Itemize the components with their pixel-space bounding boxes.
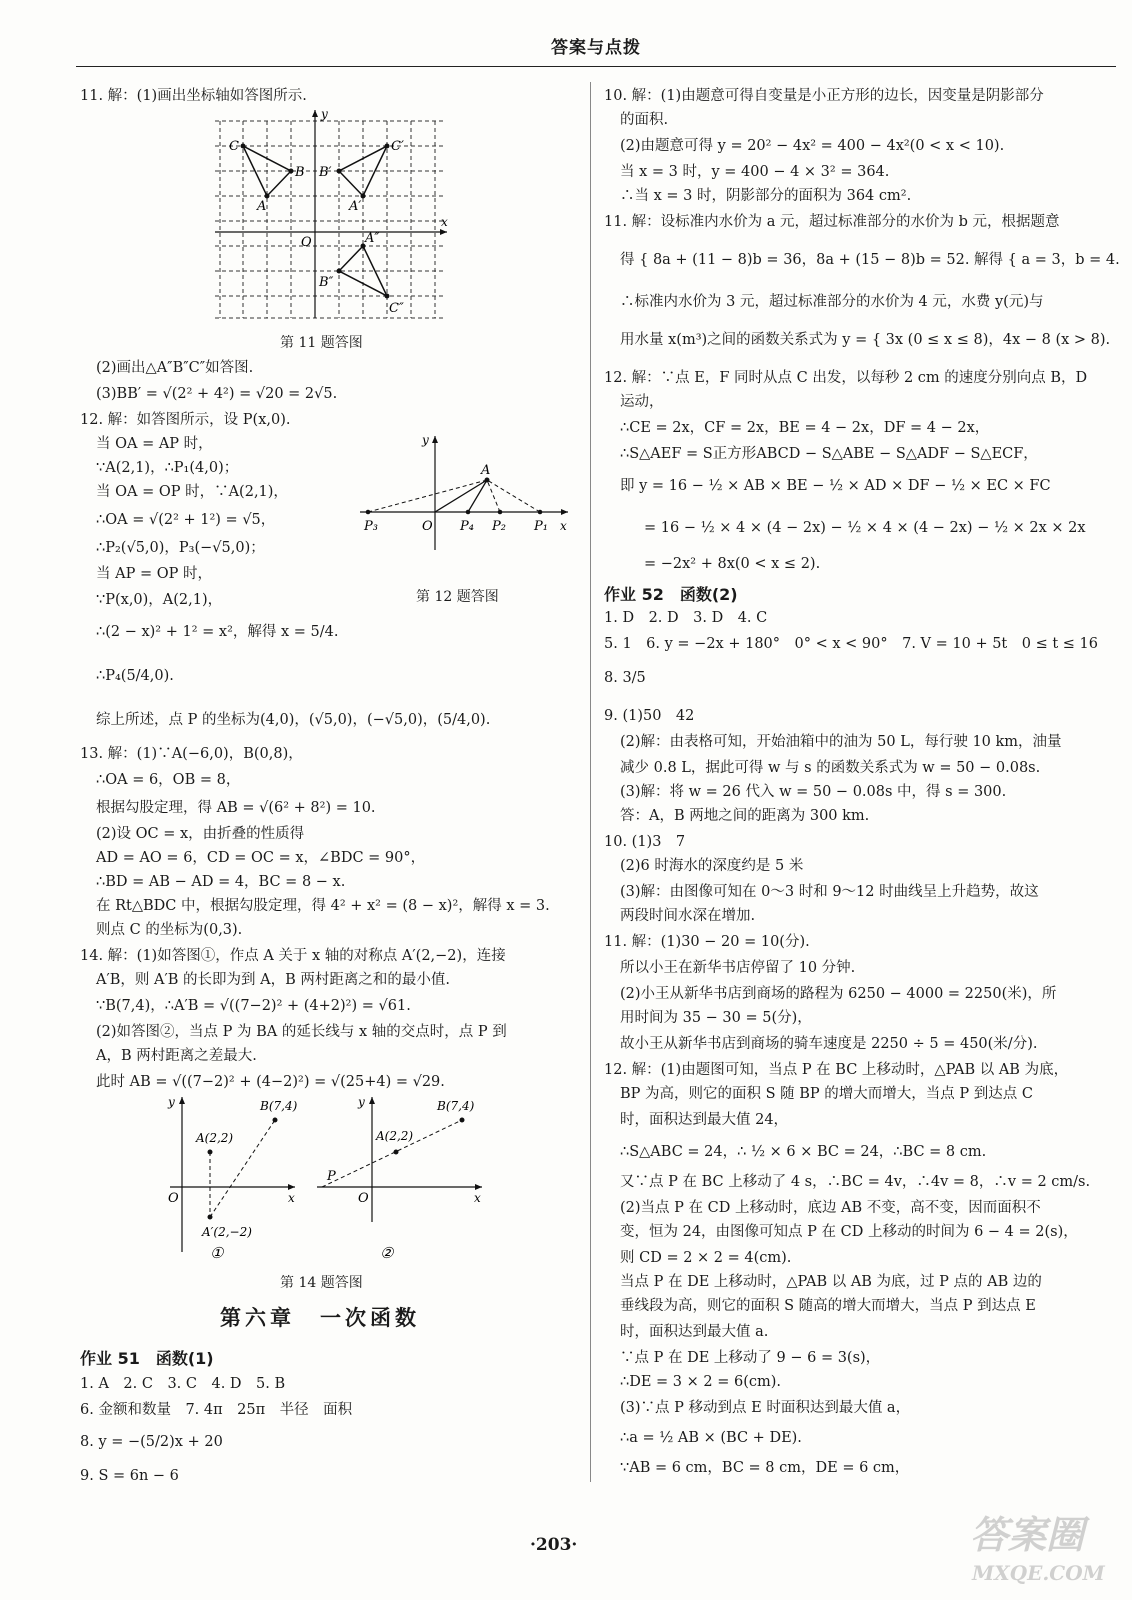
q12-line-3: ∵A(2,1)，∴P₁(4,0)； xyxy=(96,460,239,476)
page-number: ·203· xyxy=(530,1535,578,1555)
q12-y-label: y xyxy=(422,433,429,447)
r-q12-line-7: = −2x² + 8x(0 < x ≤ 2). xyxy=(644,556,821,572)
q11-x-label: x xyxy=(441,215,448,229)
q12-line-6: ∴P₂(√5,0)，P₃(−√5,0)； xyxy=(96,540,265,556)
hw51-line-4: 9. S = 6n − 6 xyxy=(80,1468,179,1484)
q12-line-2: 当 OA = AP 时， xyxy=(96,436,213,452)
hw52-line-8: 答：A，B 两地之间的距离为 300 km. xyxy=(620,808,870,824)
hw51-line-3: 8. y = −(5/2)x + 20 xyxy=(80,1434,223,1450)
hw52-line-2: 5. 1 6. y = −2x + 180° 0° < x < 90° 7. V = 10 + 5t 0 ≤ t ≤ 16 xyxy=(604,636,1098,652)
q14f2-y-label: y xyxy=(358,1095,365,1109)
q11-label-cp: C′ xyxy=(391,139,404,154)
q14-figure-2 xyxy=(312,1092,492,1262)
hw52-line-30: ∴DE = 3 × 2 = 6(cm). xyxy=(620,1374,782,1390)
r-q10-line-5: ∴当 x = 3 时，阴影部分的面积为 364 cm². xyxy=(620,188,912,204)
hw52-line-25: 则 CD = 2 × 2 = 4(cm). xyxy=(620,1250,792,1266)
q12-origin-label: O xyxy=(422,519,433,534)
q12-line-7: 当 AP = OP 时， xyxy=(96,566,212,582)
q14-line-3: ∵B(7,4)，∴A′B = √((7−2)² + (4+2)²) = √61. xyxy=(96,998,411,1014)
q13-line-3: 根据勾股定理，得 AB = √(6² + 8²) = 10. xyxy=(96,800,376,816)
q12-x-label: x xyxy=(560,519,567,533)
hw52-line-4: 9. (1)50 42 xyxy=(604,708,695,724)
hw52-line-19: BP 为高，则它的面积 S 随 BP 的增大而增大，当点 P 到达点 C xyxy=(620,1086,1033,1102)
q14f1-label-ap: A′(2,−2) xyxy=(202,1225,252,1239)
r-q12-line-4: ∴S△AEF = S正方形ABCD − S△ABE − S△ADF − S△ECF， xyxy=(620,446,1038,462)
r-q12-line-3: ∴CE = 2x，CF = 2x，BE = 4 − 2x，DF = 4 − 2x， xyxy=(620,420,990,436)
q12-label-p2: P₂ xyxy=(492,519,506,534)
r-q11-line-4: 用水量 x(m³)之间的函数关系式为 y = { 3x (0 ≤ x ≤ 8)，4x − 8 (x > 8). xyxy=(620,332,1111,348)
watermark-url: MXQE.COM xyxy=(972,1561,1105,1585)
hw52-line-13: 11. 解：(1)30 − 20 = 10(分). xyxy=(604,934,810,950)
q14f1-origin-label: O xyxy=(168,1191,179,1206)
r-q12-line-1: 12. 解：∵点 E，F 同时从点 C 出发，以每秒 2 cm 的速度分别向点 B，D xyxy=(604,370,1088,386)
q11-origin-label: O xyxy=(301,235,312,250)
q12-label-a: A xyxy=(481,463,491,478)
q12-label-p3: P₃ xyxy=(364,519,378,534)
q14f2-x-label: x xyxy=(474,1191,481,1205)
q12-line-9: ∴(2 − x)² + 1² = x²，解得 x = 5/4. xyxy=(96,624,339,640)
q12-line-10: ∴P₄(5/4,0). xyxy=(96,668,174,684)
q14f2-label-a: A(2,2) xyxy=(376,1129,414,1143)
q14-line-1: 14. 解：(1)如答图①，作点 A 关于 x 轴的对称点 A′(2,−2)，连接 xyxy=(80,948,506,964)
hw52-line-15: (2)小王从新华书店到商场的路程为 6250 − 4000 = 2250(米)，所 xyxy=(620,986,1057,1002)
q13-line-1: 13. 解：(1)∵A(−6,0)，B(0,8)， xyxy=(80,746,303,762)
q11-label-a: A xyxy=(257,199,267,214)
q14f1-label-a: A(2,2) xyxy=(196,1131,234,1145)
r-q12-line-6: = 16 − ½ × 4 × (4 − 2x) − ½ × 4 × (4 − 2x) − ½ × 2x × 2x xyxy=(644,520,1086,536)
r-q10-line-4: 当 x = 3 时，y = 400 − 4 × 3² = 364. xyxy=(620,164,890,180)
q11-label-cpp: C″ xyxy=(389,301,404,316)
q11-label-app: A″ xyxy=(365,231,380,246)
hw52-line-12: 两段时间水深在增加. xyxy=(620,908,756,924)
q14f1-number: ① xyxy=(210,1244,224,1262)
hw52-line-14: 所以小王在新华书店停留了 10 分钟. xyxy=(620,960,856,976)
q14f1-label-b: B(7,4) xyxy=(260,1099,298,1113)
q14-line-6: 此时 AB = √((7−2)² + (4−2)²) = √(25+4) = √29. xyxy=(96,1074,445,1090)
hw52-line-22: 又∵点 P 在 BC 上移动了 4 s，∴BC = 4v，∴4v = 8，∴v = 2 cm/s. xyxy=(620,1174,1091,1190)
watermark-logo xyxy=(962,1498,1112,1588)
q12-line-11: 综上所述，点 P 的坐标为(4,0)，(√5,0)，(−√5,0)，(5/4,0). xyxy=(96,712,491,728)
q14f2-label-b: B(7,4) xyxy=(437,1099,475,1113)
q13-line-7: 在 Rt△BDC 中，根据勾股定理，得 4² + x² = (8 − x)²，解得 x = 3. xyxy=(96,898,550,914)
r-q10-line-3: (2)由题意可得 y = 20² − 4x² = 400 − 4x²(0 < x < 10). xyxy=(620,138,1005,154)
hw52-line-16: 用时间为 35 − 30 = 5(分)， xyxy=(620,1010,812,1026)
chapter-title: 第六章 一次函数 xyxy=(220,1306,420,1330)
q11-label-bp: B′ xyxy=(319,165,332,180)
hw51-line-2: 6. 金额和数量 7. 4π 25π 半径 面积 xyxy=(80,1402,353,1418)
q14f1-y-label: y xyxy=(168,1095,175,1109)
q14f1-x-label: x xyxy=(288,1191,295,1205)
q14f2-origin-label: O xyxy=(358,1191,369,1206)
hw52-line-1: 1. D 2. D 3. D 4. C xyxy=(604,610,768,626)
q11-label-ap: A′ xyxy=(349,199,362,214)
r-q10-line-1: 10. 解：(1)由题意可得自变量是小正方形的边长，因变量是阴影部分 xyxy=(604,88,1044,104)
q13-line-8: 则点 C 的坐标为(0,3). xyxy=(96,922,243,938)
hw52-line-10: (2)6 时海水的深度约是 5 米 xyxy=(620,858,804,874)
q11-label-bpp: B″ xyxy=(319,275,334,290)
column-divider xyxy=(590,82,591,1482)
q12-line-8: ∵P(x,0)，A(2,1)， xyxy=(96,592,223,608)
hw52-line-26: 当点 P 在 DE 上移动时，△PAB 以 AB 为底，过 P 点的 AB 边的 xyxy=(620,1274,1042,1290)
r-q12-line-2: 运动， xyxy=(620,394,664,410)
hw52-line-23: (2)当点 P 在 CD 上移动时，底边 AB 不变，高不变，因而面积不 xyxy=(620,1200,1041,1216)
hw52-line-5: (2)解：由表格可知，开始油箱中的油为 50 L，每行驶 10 km，油量 xyxy=(620,734,1062,750)
q12-label-p1: P₁ xyxy=(534,519,548,534)
hw52-line-28: 时，面积达到最大值 a. xyxy=(620,1324,769,1340)
q12-label-p4: P₄ xyxy=(460,519,474,534)
r-q11-line-3: ∴标准内水价为 3 元，超过标准部分的水价为 4 元，水费 y(元)与 xyxy=(620,294,1044,310)
q11-label-b: B xyxy=(295,165,305,180)
r-q11-line-1: 11. 解：设标准内水价为 a 元，超过标准部分的水价为 b 元，根据题意 xyxy=(604,214,1060,230)
hw52-line-29: ∵点 P 在 DE 上移动了 9 − 6 = 3(s)， xyxy=(620,1350,881,1366)
q14-line-2: A′B，则 A′B 的长即为到 A，B 两村距离之和的最小值. xyxy=(96,972,451,988)
q14-figure-1 xyxy=(160,1092,330,1262)
q11-caption: 第 11 题答图 xyxy=(280,335,363,351)
q14-caption: 第 14 题答图 xyxy=(280,1275,363,1291)
q12-line-1: 12. 解：如答图所示，设 P(x,0). xyxy=(80,412,291,428)
q13-line-2: ∴OA = 6，OB = 8， xyxy=(96,772,241,788)
hw52-line-27: 垂线段为高，则它的面积 S 随高的增大而增大，当点 P 到达点 E xyxy=(620,1298,1036,1314)
r-q10-line-2: 的面积. xyxy=(620,112,669,128)
q12-line-4: 当 OA = OP 时，∵A(2,1)， xyxy=(96,484,288,500)
q12-figure xyxy=(360,432,570,552)
hw52-line-6: 减少 0.8 L，据此可得 w 与 s 的函数关系式为 w = 50 − 0.08s. xyxy=(620,760,1041,776)
q13-line-5: AD = AO = 6，CD = OC = x，∠BDC = 90°， xyxy=(96,850,426,866)
q12-caption: 第 12 题答图 xyxy=(416,589,499,605)
q14f2-number: ② xyxy=(380,1244,394,1262)
hw52-line-33: ∵AB = 6 cm，BC = 8 cm，DE = 6 cm， xyxy=(620,1460,910,1476)
q14-line-4: (2)如答图②，当点 P 为 BA 的延长线与 x 轴的交点时，点 P 到 xyxy=(96,1024,507,1040)
page-header xyxy=(76,30,1116,67)
q14-line-5: A，B 两村距离之差最大. xyxy=(96,1048,257,1064)
hw52-line-20: 时，面积达到最大值 24， xyxy=(620,1112,789,1128)
hw52-line-3: 8. 3/5 xyxy=(604,670,646,686)
header-title: 答案与点拨 xyxy=(551,38,641,58)
q11-line-3: (3)BB′ = √(2² + 4²) = √20 = 2√5. xyxy=(96,386,338,402)
r-q11-line-2: 得 { 8a + (11 − 8)b = 36，8a + (15 − 8)b = 52. 解得 { a = 3，b = 4. xyxy=(620,252,1120,268)
q14f2-label-p: P xyxy=(327,1169,336,1184)
q13-line-4: (2)设 OC = x，由折叠的性质得 xyxy=(96,826,305,842)
q13-line-6: ∴BD = AB − AD = 4，BC = 8 − x. xyxy=(96,874,346,890)
hw52-line-18: 12. 解：(1)由题图可知，当点 P 在 BC 上移动时，△PAB 以 AB 为底， xyxy=(604,1062,1069,1078)
hw52-line-21: ∴S△ABC = 24，∴ ½ × 6 × BC = 24，∴BC = 8 cm. xyxy=(620,1144,987,1160)
hw52-line-11: (3)解：由图像可知在 0～3 时和 9～12 时曲线呈上升趋势，故这 xyxy=(620,884,1039,900)
hw52-line-9: 10. (1)3 7 xyxy=(604,834,686,850)
hw51-line-1: 1. A 2. C 3. C 4. D 5. B xyxy=(80,1376,286,1392)
hw51-title: 作业 51 函数(1) xyxy=(80,1349,214,1368)
q11-line-2: (2)画出△A″B″C″如答图. xyxy=(96,360,254,376)
watermark-text: 答案圈 xyxy=(970,1512,1085,1557)
q11-label-c: C xyxy=(229,139,239,154)
hw52-line-7: (3)解：将 w = 26 代入 w = 50 − 0.08s 中，得 s = 300. xyxy=(620,784,1007,800)
hw52-line-32: ∴a = ½ AB × (BC + DE). xyxy=(620,1430,802,1446)
q11-y-label: y xyxy=(321,107,328,121)
hw52-line-17: 故小王从新华书店到商场的骑车速度是 2250 ÷ 5 = 450(米/分). xyxy=(620,1036,1038,1052)
q11-line-1: 11. 解：(1)画出坐标轴如答图所示. xyxy=(80,88,307,104)
hw52-line-24: 变，恒为 24，由图像可知点 P 在 CD 上移动的时间为 6 − 4 = 2(s)， xyxy=(620,1224,1078,1240)
hw52-line-31: (3)∵点 P 移动到点 E 时面积达到最大值 a， xyxy=(620,1400,911,1416)
hw52-title: 作业 52 函数(2) xyxy=(604,585,738,604)
q11-figure xyxy=(215,106,455,326)
q12-line-5: ∴OA = √(2² + 1²) = √5， xyxy=(96,512,276,528)
r-q12-line-5: 即 y = 16 − ½ × AB × BE − ½ × AD × DF − ½ × EC × FC xyxy=(620,478,1051,494)
